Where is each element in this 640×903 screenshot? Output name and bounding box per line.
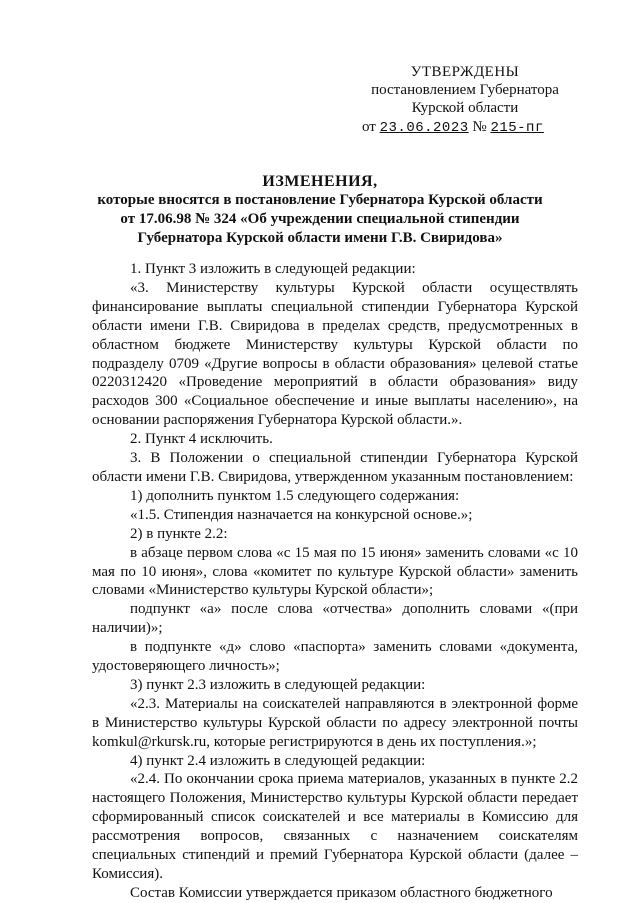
paragraph: 1. Пункт 3 изложить в следующей редакции:: [130, 261, 416, 277]
paragraph: в абзаце первом слова «с 15 мая по 15 июня» заменить словами «с 10 мая по 10 июня», слова «комитет по культуре Курской области» заменить словами «Министерство культуры Курской области»;: [92, 544, 578, 599]
date-prefix: от: [362, 119, 376, 135]
paragraph: 3. В Положении о специальной стипендии Губернатора Курской области имени Г.В. Свиридова, утвержденном указанным постановлением:: [92, 450, 578, 485]
document-body: [92, 260, 578, 903]
approval-number: 215-пг: [490, 120, 544, 136]
paragraph: 3) пункт 2.3 изложить в следующей редакции:: [130, 676, 426, 693]
paragraph: «2.3. Материалы на соискателей направляются в электронной форме в Министерство культуры Курской области по адресу электронной почты komkul@rkursk.ru, которые регистрируются в день их поступления.»;: [92, 695, 578, 750]
approval-date-line: [360, 118, 570, 137]
paragraph: 4) пункт 2.4 изложить в следующей редакции:: [130, 752, 426, 769]
paragraph: 2. Пункт 4 исключить.: [130, 431, 273, 448]
document-heading: [90, 172, 550, 248]
paragraph: «2.4. По окончании срока приема материалов, указанных в пункте 2.2 настоящего Положения, Министерство культуры Курской области передает сформированный список соискателей и все материалы в Комиссию для рассмотрения вопросов, связанных с назначением соискателям специальных стипендий и премий Губернатора Курской области (далее – Комиссия).: [92, 771, 578, 882]
heading-line-3: Губернатора Курской области имени Г.В. Свиридова»: [137, 230, 503, 246]
approval-block: [360, 63, 570, 137]
paragraph: подпункт «а» после слова «отчества» дополнить словами «(при наличии)»;: [92, 601, 578, 637]
paragraph: 2) в пункте 2.2:: [130, 525, 228, 542]
paragraph: 1) дополнить пунктом 1.5 следующего содержания:: [130, 487, 460, 504]
approval-date: 23.06.2023: [379, 120, 469, 136]
heading-line-1: которые вносятся в постановление Губернатора Курской области: [97, 192, 543, 208]
approval-stamp: УТВЕРЖДЕНЫ: [410, 64, 520, 80]
heading-title: ИЗМЕНЕНИЯ,: [262, 173, 378, 190]
heading-line-2: от 17.06.98 № 324 «Об учреждении специальной стипендии: [120, 211, 520, 227]
paragraph: «3. Министерству культуры Курской области осуществлять финансирование выплаты специальной стипендии Губернатора Курской области имени Г.В. Свиридова в пределах средств, предусмотренных в областном бюджете Министерству культуры Курской области по подразделу 0709 «Другие вопросы в области образования» целевой статье 0220312420 «Проведение мероприятий в области образования» виду расходов 300 «Социальное обеспечение и иные выплаты населению», на основании распоряжения Губернатора Курской области.».: [92, 279, 578, 429]
paragraph: «1.5. Стипендия назначается на конкурсной основе.»;: [130, 506, 473, 523]
paragraph: в подпункте «д» слово «паспорта» заменить словами «документа, удостоверяющего личность»;: [92, 639, 578, 675]
number-sign: №: [472, 119, 487, 135]
paragraph: Состав Комиссии утверждается приказом областного бюджетного: [130, 884, 553, 901]
approval-line-1: постановлением Губернатора: [371, 82, 559, 98]
approval-line-2: Курской области: [411, 100, 519, 116]
